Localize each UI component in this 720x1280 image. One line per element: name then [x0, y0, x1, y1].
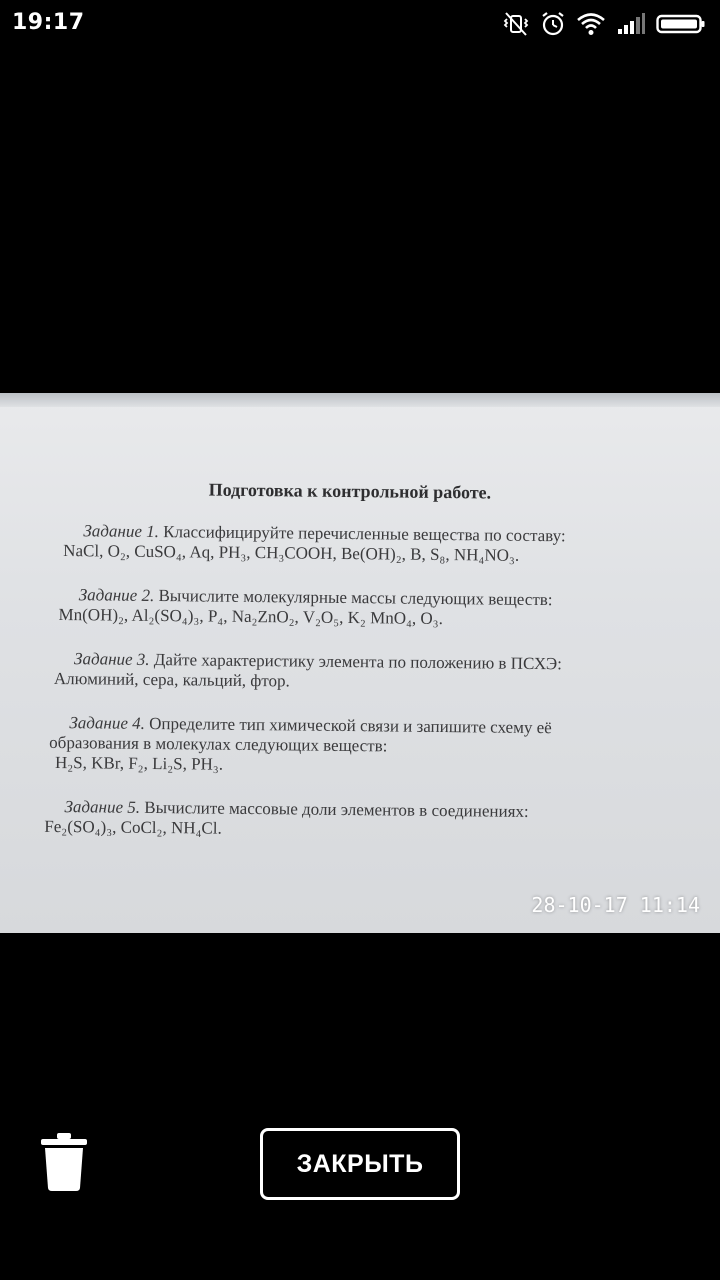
task-formulas: Mn(OH)₂, Al₂(SO₄)₃, P₄, Na₂ZnO₂, V₂O₅, K₂ MnO₄, O₃.: [58, 604, 444, 629]
task-formulas: Алюминий, сера, кальций, фтор.: [53, 668, 290, 691]
close-button[interactable]: ЗАКРЫТЬ: [260, 1128, 460, 1200]
task-formulas: NaCl, O₂, CuSO₄, Aq, PH₃, CH₃COOH, Be(OH)₂, B, S₈, NH₄NO₃.: [63, 541, 520, 565]
wifi-icon: [576, 12, 606, 36]
task-4: [45, 713, 638, 779]
status-icons: [502, 10, 706, 38]
task-formulas: Fe₂(SO₄)₃, CoCl₂, NH₄Cl.: [44, 816, 222, 838]
task-text: Дайте характеристику элемента по положению в ПСХЭ:: [153, 649, 563, 674]
task-label: Задание 5.: [64, 797, 141, 817]
task-text: Классифицируйте перечисленные вещества по составу:: [163, 522, 566, 546]
photo-timestamp: 28-10-17 11:14: [531, 893, 700, 917]
task-label: Задание 3.: [74, 649, 150, 669]
status-time: 19:17: [12, 10, 85, 35]
battery-icon: [656, 13, 706, 35]
delete-button[interactable]: [38, 1132, 90, 1196]
task-text: Определите тип химической связи и запишите схему её: [149, 713, 552, 738]
task-text: Вычислите молекулярные массы следующих веществ:: [158, 586, 553, 610]
alarm-icon: [540, 11, 566, 37]
mute-vibrate-icon: [502, 11, 530, 37]
paper-edge: [0, 393, 720, 407]
task-1: [59, 521, 639, 567]
task-text: Вычислите массовые доли элементов в соединениях:: [144, 797, 529, 821]
task-label: Задание 2.: [78, 585, 155, 605]
task-3: [50, 649, 638, 695]
task-formulas: H₂S, KBr, F₂, Li₂S, PH₃.: [54, 752, 224, 774]
task-label: Задание 4.: [69, 713, 146, 733]
task-label: Задание 1.: [83, 521, 160, 542]
task-5: [40, 797, 636, 843]
trash-icon: [40, 1132, 88, 1197]
status-bar: [0, 0, 720, 48]
document-sheet: [44, 478, 640, 867]
photo-viewer-image[interactable]: [0, 393, 720, 933]
signal-icon: [616, 12, 646, 36]
task-text-continued: образования в молекулах следующих веществ:: [49, 732, 388, 756]
document-title: Подготовка к контрольной работе.: [208, 479, 492, 503]
task-2: [54, 585, 638, 631]
